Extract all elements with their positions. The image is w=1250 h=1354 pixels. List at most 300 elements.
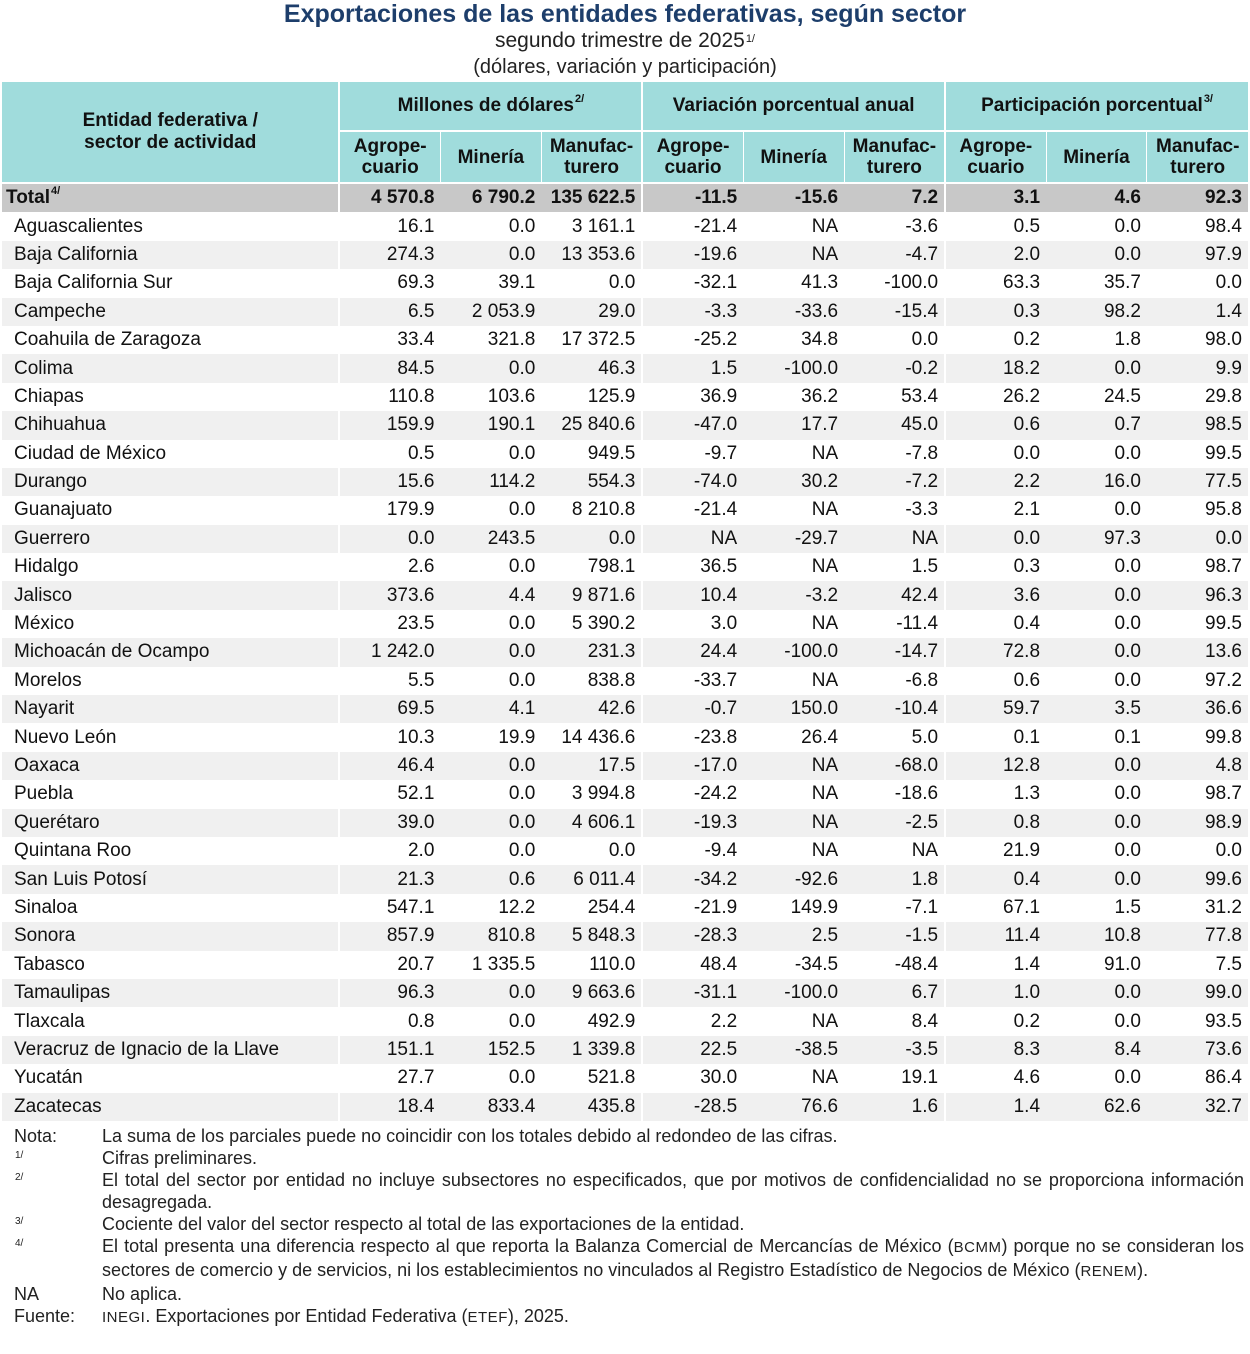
value-cell: -19.6 bbox=[642, 241, 743, 269]
value-cell: 2.0 bbox=[945, 241, 1046, 269]
value-cell: -38.5 bbox=[743, 1036, 844, 1064]
value-cell: 0.3 bbox=[945, 298, 1046, 326]
value-cell: 0.8 bbox=[945, 809, 1046, 837]
table-row bbox=[2, 1093, 1248, 1121]
value-cell: 97.9 bbox=[1147, 241, 1248, 269]
value-cell: 1 242.0 bbox=[339, 638, 440, 666]
table-row bbox=[2, 780, 1248, 808]
value-cell: 30.2 bbox=[743, 468, 844, 496]
value-cell: 435.8 bbox=[541, 1093, 642, 1121]
value-cell: 0.2 bbox=[945, 1007, 1046, 1035]
value-cell: 0.0 bbox=[508, 840, 536, 862]
value-cell: 36.5 bbox=[642, 553, 743, 581]
value-cell: 31.2 bbox=[1205, 896, 1242, 918]
value-cell: 0.0 bbox=[1046, 752, 1147, 780]
table-subtitle: segundo trimestre de $2025^{1/}$ bbox=[494, 29, 755, 52]
table-row bbox=[2, 468, 1248, 496]
value-cell: 72.8 bbox=[945, 638, 1046, 666]
entity-name-cell: Baja California bbox=[2, 241, 339, 269]
value-cell: 99.5 bbox=[1205, 442, 1242, 464]
value-cell: 554.3 bbox=[541, 468, 642, 496]
value-cell: 0.0 bbox=[1114, 840, 1141, 862]
value-cell: 11.4 bbox=[945, 922, 1046, 950]
value-cell: NA bbox=[911, 840, 939, 862]
value-cell: 8.4 bbox=[1046, 1036, 1147, 1064]
value-cell: 53.4 bbox=[901, 385, 939, 407]
value-cell: 2.5 bbox=[743, 922, 844, 950]
value-cell: 62.6 bbox=[1046, 1093, 1147, 1121]
value-cell: 3 994.8 bbox=[571, 783, 636, 805]
value-cell: 0.0 bbox=[339, 525, 440, 553]
entity-name-cell: Ciudad de México bbox=[14, 442, 167, 464]
value-cell: 0.1 bbox=[945, 723, 1046, 751]
table-row bbox=[2, 553, 1248, 581]
value-cell: 4.6 bbox=[945, 1064, 1046, 1092]
value-cell: -7.1 bbox=[905, 896, 939, 918]
value-cell: 159.9 bbox=[339, 411, 440, 439]
value-cell: -29.7 bbox=[743, 525, 844, 553]
table-units: (dólares, variación y participación) bbox=[473, 56, 777, 78]
value-cell: NA bbox=[743, 809, 844, 837]
value-cell: 2.2 bbox=[945, 468, 1046, 496]
value-cell: 0.0 bbox=[440, 979, 541, 1007]
sub-header-cell: Agrope- cuario bbox=[339, 131, 440, 183]
value-cell: -7.8 bbox=[905, 442, 939, 464]
value-cell: 98.4 bbox=[1205, 215, 1242, 237]
value-cell: 98.2 bbox=[1046, 298, 1147, 326]
value-cell: 521.8 bbox=[587, 1067, 636, 1089]
group-header-variacion: Variación porcentual anual bbox=[642, 82, 945, 131]
value-cell: 33.4 bbox=[339, 326, 440, 354]
entity-name-cell: Nuevo León bbox=[14, 726, 117, 748]
sub-header-cell: Manufac- turero bbox=[844, 131, 945, 183]
entity-name-cell: Veracruz de Ignacio de la Llave bbox=[2, 1036, 339, 1064]
value-cell: 0.8 bbox=[339, 1007, 440, 1035]
value-cell: 190.1 bbox=[440, 411, 541, 439]
entity-name-cell: Puebla bbox=[14, 783, 74, 805]
table-row bbox=[2, 525, 1248, 553]
value-cell: -34.2 bbox=[642, 865, 743, 893]
value-cell: 24.5 bbox=[1103, 385, 1141, 407]
value-cell: 492.9 bbox=[587, 1010, 636, 1032]
value-cell: 6.7 bbox=[844, 979, 945, 1007]
table-row bbox=[2, 638, 1248, 666]
value-cell: 6.5 bbox=[339, 298, 440, 326]
value-cell: 1 335.5 bbox=[471, 953, 536, 975]
value-cell: -11.4 bbox=[896, 613, 939, 635]
value-cell: 23.5 bbox=[339, 610, 440, 638]
entity-name-cell: Colima bbox=[2, 354, 339, 382]
value-cell: 0.0 bbox=[1046, 241, 1147, 269]
value-cell: 99.8 bbox=[1205, 726, 1242, 748]
value-cell: -4.7 bbox=[844, 241, 945, 269]
value-cell: -33.6 bbox=[743, 298, 844, 326]
value-cell: 0.0 bbox=[508, 783, 536, 805]
value-cell: 96.3 bbox=[1147, 581, 1248, 609]
table-row bbox=[2, 411, 1248, 439]
table-row bbox=[2, 1036, 1248, 1064]
value-cell: 1.0 bbox=[945, 979, 1046, 1007]
value-cell: 110.8 bbox=[339, 383, 440, 411]
table-row bbox=[2, 1007, 1248, 1035]
value-cell: -18.6 bbox=[894, 783, 939, 805]
value-cell: 0.0 bbox=[1147, 525, 1248, 553]
value-cell: 21.9 bbox=[945, 837, 1046, 865]
value-cell: 1.8 bbox=[844, 865, 945, 893]
value-cell: 17.5 bbox=[541, 752, 642, 780]
value-cell: 150.0 bbox=[743, 695, 844, 723]
entity-name-cell: Morelos bbox=[14, 669, 82, 691]
value-cell: 151.1 bbox=[339, 1036, 440, 1064]
sub-header-cell: Manufac- turero bbox=[541, 131, 642, 183]
value-cell: 13.6 bbox=[1147, 638, 1248, 666]
value-cell: 12.8 bbox=[945, 752, 1046, 780]
value-cell: 231.3 bbox=[541, 638, 642, 666]
entity-name-cell: Zacatecas bbox=[2, 1093, 339, 1121]
value-cell: 949.5 bbox=[587, 442, 636, 464]
value-cell: 0.0 bbox=[945, 525, 1046, 553]
value-cell: -17.0 bbox=[642, 752, 743, 780]
value-cell: 1.4 bbox=[945, 1093, 1046, 1121]
table-row bbox=[2, 610, 1248, 638]
table-row bbox=[2, 496, 1248, 524]
table-title: Exportaciones de las entidades federativas, según sector bbox=[283, 0, 967, 28]
value-cell: 0.0 bbox=[1114, 613, 1141, 635]
value-cell: -21.9 bbox=[642, 894, 743, 922]
table-row bbox=[2, 241, 1248, 269]
total-row bbox=[2, 183, 1248, 212]
value-cell: -19.3 bbox=[642, 809, 743, 837]
entity-name-cell: México bbox=[14, 613, 75, 635]
value-cell: 0.0 bbox=[1114, 442, 1141, 464]
value-cell: 3.1 bbox=[945, 183, 1046, 212]
value-cell: 5.0 bbox=[911, 726, 939, 748]
value-cell: 96.3 bbox=[339, 979, 440, 1007]
entity-name-cell: Total$^{4/}$ bbox=[2, 183, 339, 212]
value-cell: 19.9 bbox=[498, 726, 536, 748]
value-cell: NA bbox=[811, 1010, 839, 1032]
value-cell: -24.2 bbox=[642, 780, 743, 808]
table-row bbox=[2, 440, 1248, 468]
value-cell: -28.5 bbox=[642, 1093, 743, 1121]
value-cell: 5 848.3 bbox=[541, 922, 642, 950]
value-cell: 0.0 bbox=[1046, 354, 1147, 382]
value-cell: 46.3 bbox=[541, 354, 642, 382]
value-cell: 1.4 bbox=[945, 951, 1046, 979]
entity-name-cell: Jalisco bbox=[2, 581, 339, 609]
value-cell: 373.6 bbox=[339, 581, 440, 609]
value-cell: 1.3 bbox=[945, 780, 1046, 808]
value-cell: NA bbox=[642, 525, 743, 553]
value-cell: 0.2 bbox=[945, 326, 1046, 354]
value-cell: 17 372.5 bbox=[561, 329, 636, 351]
value-cell: 26.4 bbox=[801, 726, 839, 748]
value-cell: 0.5 bbox=[945, 212, 1046, 240]
value-cell: 84.5 bbox=[339, 354, 440, 382]
value-cell: 0.0 bbox=[1114, 215, 1141, 237]
table-row bbox=[2, 752, 1248, 780]
value-cell: -100.0 bbox=[884, 272, 939, 294]
value-cell: 1.4 bbox=[1147, 298, 1248, 326]
table-row bbox=[2, 894, 1248, 922]
value-cell: -21.4 bbox=[642, 496, 743, 524]
value-cell: 4.6 bbox=[1046, 183, 1147, 212]
value-cell: 0.0 bbox=[508, 613, 536, 635]
value-cell: 27.7 bbox=[339, 1064, 440, 1092]
value-cell: 0.0 bbox=[1114, 556, 1141, 578]
entity-name-cell: Sinaloa bbox=[14, 896, 78, 918]
value-cell: 9 663.6 bbox=[541, 979, 642, 1007]
value-cell: -10.4 bbox=[844, 695, 945, 723]
value-cell: 0.0 bbox=[1114, 783, 1141, 805]
value-cell: 35.7 bbox=[1103, 272, 1141, 294]
table-row bbox=[2, 269, 1248, 297]
entity-column-header: Entidad federativa / sector de actividad bbox=[2, 82, 339, 183]
table-header bbox=[2, 82, 1248, 183]
entity-name-cell: Chihuahua bbox=[2, 411, 339, 439]
value-cell: 0.0 bbox=[608, 840, 636, 862]
entity-name-cell: Durango bbox=[2, 468, 339, 496]
value-cell: 0.1 bbox=[1114, 726, 1141, 748]
value-cell: 99.5 bbox=[1205, 613, 1242, 635]
value-cell: 26.2 bbox=[945, 383, 1046, 411]
value-cell: 0.0 bbox=[1046, 979, 1147, 1007]
value-cell: 36.6 bbox=[1147, 695, 1248, 723]
value-cell: 45.0 bbox=[844, 411, 945, 439]
entity-name-cell: Campeche bbox=[2, 298, 339, 326]
table-row bbox=[2, 354, 1248, 382]
table-row bbox=[2, 326, 1248, 354]
table-row bbox=[2, 951, 1248, 979]
value-cell: 13 353.6 bbox=[541, 241, 642, 269]
value-cell: -3.5 bbox=[844, 1036, 945, 1064]
value-cell: 838.8 bbox=[587, 669, 636, 691]
exports-table bbox=[2, 82, 1248, 1121]
entity-name-cell: Guerrero bbox=[2, 525, 339, 553]
value-cell: -92.6 bbox=[743, 865, 844, 893]
value-cell: 15.6 bbox=[339, 468, 440, 496]
value-cell: 19.1 bbox=[901, 1067, 939, 1089]
value-cell: 152.5 bbox=[440, 1036, 541, 1064]
value-cell: 0.0 bbox=[608, 272, 636, 294]
value-cell: 8 210.8 bbox=[571, 499, 636, 521]
value-cell: 135 622.5 bbox=[541, 183, 642, 212]
group-header-participacion: Participación porcentual$^{3/}$ bbox=[945, 82, 1248, 131]
table-row bbox=[2, 581, 1248, 609]
value-cell: 274.3 bbox=[339, 241, 440, 269]
table-row bbox=[2, 865, 1248, 893]
value-cell: NA bbox=[844, 525, 945, 553]
table-body bbox=[2, 183, 1248, 1121]
value-cell: 22.5 bbox=[642, 1036, 743, 1064]
value-cell: 0.0 bbox=[440, 638, 541, 666]
value-cell: 98.0 bbox=[1205, 329, 1242, 351]
value-cell: -2.5 bbox=[844, 809, 945, 837]
value-cell: 0.6 bbox=[945, 667, 1046, 695]
entity-name-cell: Hidalgo bbox=[14, 556, 79, 578]
value-cell: 36.2 bbox=[801, 385, 839, 407]
value-cell: 76.6 bbox=[743, 1093, 844, 1121]
value-cell: 67.1 bbox=[945, 894, 1046, 922]
value-cell: 59.7 bbox=[945, 695, 1046, 723]
value-cell: 3.5 bbox=[1046, 695, 1147, 723]
sub-header-cell: Agrope- cuario bbox=[642, 131, 743, 183]
value-cell: 0.0 bbox=[911, 329, 939, 351]
value-cell: 97.2 bbox=[1205, 669, 1242, 691]
value-cell: 1.6 bbox=[844, 1093, 945, 1121]
footnote-ref: 1/ bbox=[745, 33, 755, 45]
value-cell: -32.1 bbox=[642, 269, 743, 297]
table-row bbox=[2, 298, 1248, 326]
entity-name-cell: Oaxaca bbox=[2, 752, 339, 780]
value-cell: 3.0 bbox=[642, 610, 743, 638]
value-cell: 3 161.1 bbox=[571, 215, 636, 237]
sub-header-cell: Minería bbox=[1046, 131, 1147, 183]
value-cell: 0.0 bbox=[440, 354, 541, 382]
value-cell: -68.0 bbox=[844, 752, 945, 780]
value-cell: 110.0 bbox=[589, 953, 636, 975]
table-row bbox=[2, 383, 1248, 411]
value-cell: -6.8 bbox=[905, 669, 939, 691]
value-cell: 6 790.2 bbox=[440, 183, 541, 212]
value-cell: 1 339.8 bbox=[541, 1036, 642, 1064]
value-cell: 0.0 bbox=[1046, 865, 1147, 893]
value-cell: 103.6 bbox=[487, 385, 536, 407]
value-cell: 1.5 bbox=[911, 556, 939, 578]
value-cell: 0.0 bbox=[1114, 499, 1141, 521]
value-cell: 0.0 bbox=[440, 241, 541, 269]
entity-name-cell: Sonora bbox=[2, 922, 339, 950]
value-cell: NA bbox=[811, 499, 839, 521]
entity-name-cell: Quintana Roo bbox=[14, 840, 132, 862]
value-cell: 0.3 bbox=[945, 553, 1046, 581]
value-cell: 833.4 bbox=[440, 1093, 541, 1121]
note-2: $^{2/}$ El total del sector por entidad no incluye subsectores no especificados, que por motivos de confidencialidad no se proporciona información desagregada. bbox=[15, 1169, 1244, 1212]
value-cell: 98.9 bbox=[1147, 809, 1248, 837]
value-cell: 10.8 bbox=[1046, 922, 1147, 950]
value-cell: -100.0 bbox=[743, 638, 844, 666]
table-row bbox=[2, 837, 1248, 865]
value-cell: 0.0 bbox=[440, 809, 541, 837]
note-4: $^{4/}$ El total presenta una diferencia respecto al que reporta la Balanza Comercial de Mercancías de México (BCMM) porque no se consideran los sectores de comercio y de servicios, ni los establecimientos no vinculados al Registro Estadístico de Negocios de México (RENEM). bbox=[15, 1235, 1244, 1280]
entity-name-cell: Tlaxcala bbox=[14, 1010, 85, 1032]
value-cell: 4 570.8 bbox=[339, 183, 440, 212]
value-cell: 7.2 bbox=[844, 183, 945, 212]
value-cell: -47.0 bbox=[642, 411, 743, 439]
value-cell: 3.6 bbox=[945, 581, 1046, 609]
value-cell: NA bbox=[811, 442, 839, 464]
value-cell: 69.3 bbox=[339, 269, 440, 297]
value-cell: 0.0 bbox=[508, 215, 536, 237]
value-cell: -0.7 bbox=[642, 695, 743, 723]
table-row bbox=[2, 922, 1248, 950]
value-cell: 99.6 bbox=[1147, 865, 1248, 893]
value-cell: -3.3 bbox=[642, 298, 743, 326]
value-cell: 10.3 bbox=[339, 723, 440, 751]
entity-name-cell: Tabasco bbox=[14, 953, 85, 975]
value-cell: 95.8 bbox=[1205, 499, 1242, 521]
value-cell: 16.0 bbox=[1046, 468, 1147, 496]
value-cell: 4.4 bbox=[440, 581, 541, 609]
value-cell: 0.0 bbox=[440, 752, 541, 780]
value-cell: 0.0 bbox=[1215, 840, 1242, 862]
value-cell: 0.0 bbox=[1046, 638, 1147, 666]
value-cell: NA bbox=[811, 215, 839, 237]
entity-name-cell: Michoacán de Ocampo bbox=[2, 638, 339, 666]
value-cell: 149.9 bbox=[790, 896, 839, 918]
value-cell: 63.3 bbox=[945, 269, 1046, 297]
table-row bbox=[2, 723, 1248, 751]
value-cell: -7.2 bbox=[844, 468, 945, 496]
entity-name-cell: Tamaulipas bbox=[2, 979, 339, 1007]
value-cell: 0.0 bbox=[508, 669, 536, 691]
table-row bbox=[2, 809, 1248, 837]
value-cell: 2 053.9 bbox=[440, 298, 541, 326]
value-cell: 9.9 bbox=[1147, 354, 1248, 382]
value-cell: 42.4 bbox=[844, 581, 945, 609]
sub-header-cell: Agrope- cuario bbox=[945, 131, 1046, 183]
value-cell: 20.7 bbox=[339, 951, 440, 979]
value-cell: -100.0 bbox=[743, 354, 844, 382]
group-header-millones: Millones de dólares$^{2/}$ bbox=[339, 82, 642, 131]
value-cell: -23.8 bbox=[642, 723, 743, 751]
sub-header-cell: Minería bbox=[440, 131, 541, 183]
note-3: $^{3/}$ Cociente del valor del sector respecto al total de las exportaciones de la entidad. bbox=[15, 1213, 745, 1234]
value-cell: 36.9 bbox=[642, 383, 743, 411]
value-cell: 0.7 bbox=[1046, 411, 1147, 439]
value-cell: 0.0 bbox=[1046, 581, 1147, 609]
value-cell: 857.9 bbox=[339, 922, 440, 950]
value-cell: -34.5 bbox=[794, 953, 839, 975]
value-cell: 0.0 bbox=[1215, 272, 1242, 294]
value-cell: 30.0 bbox=[642, 1064, 743, 1092]
value-cell: 29.0 bbox=[541, 298, 642, 326]
value-cell: -74.0 bbox=[642, 468, 743, 496]
value-cell: 0.4 bbox=[945, 610, 1046, 638]
table-row bbox=[2, 212, 1248, 240]
footnotes bbox=[14, 1125, 1244, 1329]
value-cell: 41.3 bbox=[801, 272, 839, 294]
value-cell: 798.1 bbox=[587, 556, 636, 578]
entity-name-cell: Nayarit bbox=[2, 695, 339, 723]
value-cell: 0.0 bbox=[508, 499, 536, 521]
value-cell: 2.0 bbox=[339, 837, 440, 865]
value-cell: 254.4 bbox=[587, 896, 636, 918]
value-cell: 24.4 bbox=[642, 638, 743, 666]
value-cell: NA bbox=[811, 840, 839, 862]
sub-header-cell: Manufac- turero bbox=[1147, 131, 1248, 183]
value-cell: NA bbox=[811, 783, 839, 805]
value-cell: -11.5 bbox=[642, 183, 743, 212]
value-cell: NA bbox=[811, 613, 839, 635]
value-cell: 0.0 bbox=[508, 1010, 536, 1032]
value-cell: 0.0 bbox=[1114, 1067, 1141, 1089]
value-cell: 2.1 bbox=[945, 496, 1046, 524]
entity-name-cell: Aguascalientes bbox=[14, 215, 143, 237]
value-cell: NA bbox=[743, 241, 844, 269]
entity-name-cell: Guanajuato bbox=[14, 499, 113, 521]
entity-name-cell: Yucatán bbox=[14, 1067, 83, 1089]
entity-name-cell: Baja California Sur bbox=[14, 272, 173, 294]
value-cell: 48.4 bbox=[642, 951, 743, 979]
value-cell: 0.0 bbox=[508, 1067, 536, 1089]
value-cell: 86.4 bbox=[1205, 1067, 1242, 1089]
value-cell: 69.5 bbox=[339, 695, 440, 723]
value-cell: 0.0 bbox=[1114, 669, 1141, 691]
value-cell: 2.6 bbox=[339, 553, 440, 581]
table-row bbox=[2, 1064, 1248, 1092]
value-cell: NA bbox=[811, 1067, 839, 1089]
